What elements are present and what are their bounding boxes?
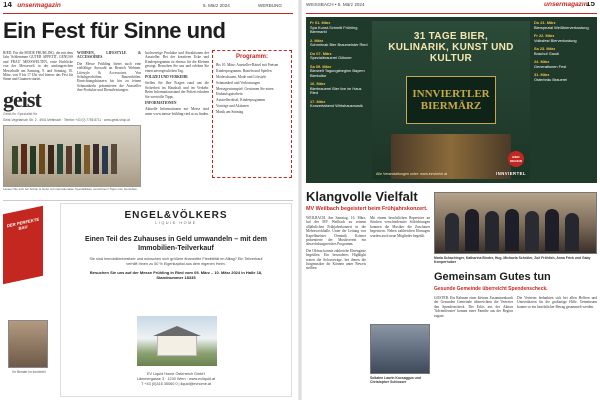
event-item: Fr 01. März Spa Kunst-Schmitt Frühling Biermarkt: [310, 21, 358, 34]
innviertel-logo: INNVIERTEL: [496, 171, 526, 176]
event-item: 24. März Generationen Fest: [534, 59, 567, 69]
article-headline: Gemeinsam Gutes tun: [434, 271, 551, 283]
brand-logo: unsermagazin: [544, 2, 588, 8]
event-item: Sa 09. März Bierwelt Tagungsbeginn Bayern Bierkultur: [310, 63, 365, 78]
biermaerz-ad: [306, 17, 597, 183]
paragraph: hochwertige Produkte und Attraktionen der Aussteller. Bei der kreativen Ecke und Kinderprogramm ist ebenso für die Kleinen gesorgt. Besuchen Sie uns und erleben Sie einen unvergesslichen Tag.: [145, 51, 209, 73]
program-box: [212, 50, 292, 178]
event-title: 31 TAGE BIER, KULINARIK, KUNST UND KULTUR: [388, 31, 514, 64]
event-item: Do 21. März Bierspezial Weißbierverkostung: [534, 21, 589, 30]
property-ad: [60, 203, 292, 397]
event-item: Fr 22. März Volksfest Bierverkostung: [534, 33, 577, 43]
page-gutter: [298, 0, 302, 400]
subheading: WOHNEN, LIFESTYLE & ACCESSOIRES: [77, 51, 141, 60]
section-divider: [3, 200, 293, 201]
program-list: [216, 63, 288, 114]
photo-caption: Soliaten Laurin Kocsaggus und Christopher Schlosser: [370, 376, 421, 385]
paragraph: GOSTER. Ein Rahmen einer kleinen Zusammenkunft der Gesunden Gemeinde überreichten die Vertreter den Spendenscheck. Der Erlös aus der Aktion 'Adventfenster' kommt einer Familie aus der Region zugute.: [434, 296, 513, 318]
ev-brand: ENGEL&VÖLKERS: [124, 210, 228, 221]
issue-date: 5. März 2024: [203, 3, 230, 8]
program-item: Messegewinnspiel: Gewinnen Sie einen Einkaufsgutschein: [216, 87, 274, 96]
article-col1: [306, 216, 366, 396]
program-item: Musik am Sonntag: [216, 109, 244, 114]
ev-contact-caption: Ihr Berater im Innviertel: [12, 370, 46, 374]
event-item: Sa 23. März Brauhof Gaudi: [534, 46, 560, 56]
ev-house-photo: [137, 316, 217, 366]
event-item: 17. März Konzertabend Wirtshausmusik: [310, 98, 363, 108]
program-item: Schmankerl und Verkostungen: [216, 81, 261, 86]
program-item: Ausstellerrätsel, Kinderprogramm: [216, 97, 266, 102]
header-rule: [306, 13, 597, 14]
program-item: Bis 10. März: Aussteller-Rätsel mit Preisen: [216, 63, 279, 67]
ev-sub-brand: LIQUID HOME: [155, 221, 197, 225]
paragraph: Die Obfrau konnte zahlreiche Ehrengäste begrüßen. Ein besonderes Highlight waren die Solovorträge, bei denen die Jungmusiker ihr Können unter Beweis stellten.: [306, 248, 366, 271]
ev-body: Sie sind Immobilienbesitzer und wünschen sich größere finanzielle Flexibilität im Alltag? Ein Teilverkauf verhilft Ihnen zu 50 % Eigenkapital aus dem eigenen Heim.: [89, 257, 263, 266]
subheading: INFORMATIONEN: [145, 101, 177, 106]
event-footer: Alle Veranstaltungen unter: www.innviertel.at: [376, 172, 448, 176]
page-number: 15: [586, 2, 595, 8]
bier-region-badge: BIER REGION: [508, 151, 524, 167]
ev-phone: T +43 (0)316 35060 0 | liquid@evhome.at: [140, 381, 212, 386]
ev-address: Lämmergasse 3 · 1230 Wien · www.evliquid.at: [136, 376, 216, 381]
article-headline: Ein Fest für Sinne und: [3, 18, 226, 43]
left-page-header: [3, 2, 293, 9]
event-item: Do 07. März Spezialbrauerei Gölsner: [310, 50, 352, 60]
header-rule: [3, 13, 293, 14]
geist-ad: [3, 88, 73, 118]
event-item: 2. März Schmirnak Bier Braumeister Ried: [310, 37, 368, 47]
paragraph: Aktuelle Informationen zur Messe sind unter www.messe-frühling-ried.at zu finden.: [145, 107, 209, 116]
biermaerz-logo-text: INNVIERTLER BIERMÄRZ: [412, 88, 490, 112]
article-col2: [517, 296, 597, 396]
article-col2: [77, 51, 141, 119]
right-page-header: [306, 2, 597, 8]
group-photo: [434, 192, 597, 254]
ev-badge: [3, 206, 43, 285]
event-list-right: [534, 21, 594, 177]
section-label: WERBUNG: [258, 3, 282, 8]
program-item: Kinderprogramm, Basteln und Spielen: [216, 69, 272, 74]
paragraph: Die Messe Frühling bietet auch eine vielfältige Auswahl an Bereich Wohnen, Lifestyle & Accessoires. Von Schuhgeschäften, Bauernhöfen, Einrichtungshäusern bis hin zu feinen Schmankerln präsentieren die Aussteller ihre Produkte und Dienstleistungen.: [77, 61, 141, 93]
article-col1: [3, 51, 73, 85]
paragraph: RIED. Für die MODE FRÜHLING, die mit dem Jahr 'Schlemmen GUTER APPETIT, GENUSS und FRAU' MESSWELTEN, erste Einblicke von der Messewelt in der umfangreichen Messehalle am Samstag, 9. und Sonntag, 10. März, von 9 bis 17 Uhr viel bieten: das Fest für Sinne und Gaumen startet.: [3, 51, 73, 82]
event-center-panel: [372, 21, 530, 179]
ev-headline: Einen Teil des Zuhauses in Geld umwandeln – mit dem Immobilien-Teilverkauf: [85, 236, 267, 252]
brand-logo: unsermagazin: [17, 2, 61, 9]
subheading: POLIZEI UND VERKEHR: [145, 75, 188, 80]
event-item: 31. März Osterbräu Brauerei: [534, 72, 568, 82]
paragraph: WEILBACH. Am Samstag, 16. März, lud der MV Weilbach zu seinem alljährlichen Frühjahrskonzert in die Mehrzweckhalle. Unter der Leitung von Kapellmeister Dominik Kriener präsentierte der Musikverein ein abwechslungsreiches Programm.: [306, 216, 366, 247]
geist-contact: Geist-Vegetarisch Str. 2 - 4941 Mettmach · Telefon +43 (0) 7755 8711 · www.geist-shop.at: [3, 118, 130, 122]
program-item: Modeschauen, Mode und Lifestyle: [216, 75, 267, 80]
photo-caption: Maria Schachinger, Katharina Binder, Hug. Michaela Schröter, Zoë Fröhlich, Anna Frick und Gaby Kemperhuber: [434, 256, 591, 265]
ev-footer: [61, 372, 291, 386]
geist-caption: Lassen Sie sich bei Schön & Geist mit internationalen Spezialitäten verwöhnen! Tipps zum Genießen.: [3, 188, 138, 191]
paragraph: Die Vertreter bedankten sich bei allen Helfern und Unterstützern für die großartige Hilfe. Gemeinsam konnte so ein beachtlicher Betrag gesammelt werden.: [517, 296, 597, 309]
event-item: 16. März Bierbrauerei Bier live im Haus Ried: [310, 81, 362, 95]
geist-shop-photo: [3, 125, 141, 187]
geist-tagline: Geist-Ihr Spezialist für: [3, 112, 38, 116]
page-number: 14: [3, 2, 12, 9]
article-subhead: Gesunde Gemeinde überreicht Spendenscheck.: [434, 286, 548, 292]
paragraph: Mit einem beachtlichen Repertoire an Stücken verschiedenster Stilrichtungen konnten die Musiker die Zuschauer begeistern. Neben zahlreichen Ehrungen wurden auch neue Mitglieder begrüßt.: [370, 216, 430, 238]
article-subhead: MV Weilbach begeistert beim Frühjahrskonzert.: [306, 206, 428, 212]
article-col3: [145, 51, 209, 179]
event-list-left: [310, 21, 368, 177]
ev-badge-text: DER PERFEKTE BAU: [6, 216, 40, 231]
program-item: Vorträge und Aktionen: [216, 103, 249, 108]
musicians-photo: [370, 324, 430, 374]
paragraph: Stellen Sie Ihre Fragen rund um die Sicherheit im Haushalt und im Verkehr. Beim Informationsstand der Polizei erhalten Sie wertvolle Tipps.: [145, 81, 209, 99]
ev-contact-photo: [8, 320, 48, 368]
article-headline: Klangvolle Vielfalt: [306, 189, 418, 204]
article-col2: [370, 216, 430, 340]
ev-company: EV Liquid Home Österreich GmbH: [146, 372, 206, 376]
geist-logo: geist: [3, 88, 41, 112]
biermaerz-logo: [406, 76, 496, 124]
issue-date: WEISSBACH • 5. März 2024: [306, 2, 365, 7]
program-title: Programm:: [235, 54, 268, 60]
article-col1: [434, 296, 513, 396]
ev-cta: Besuchen Sie uns auf der Messe Frühling in Ried vom 09. März – 10. März 2024 in Halle 18, Standnummer 18335: [89, 270, 263, 280]
